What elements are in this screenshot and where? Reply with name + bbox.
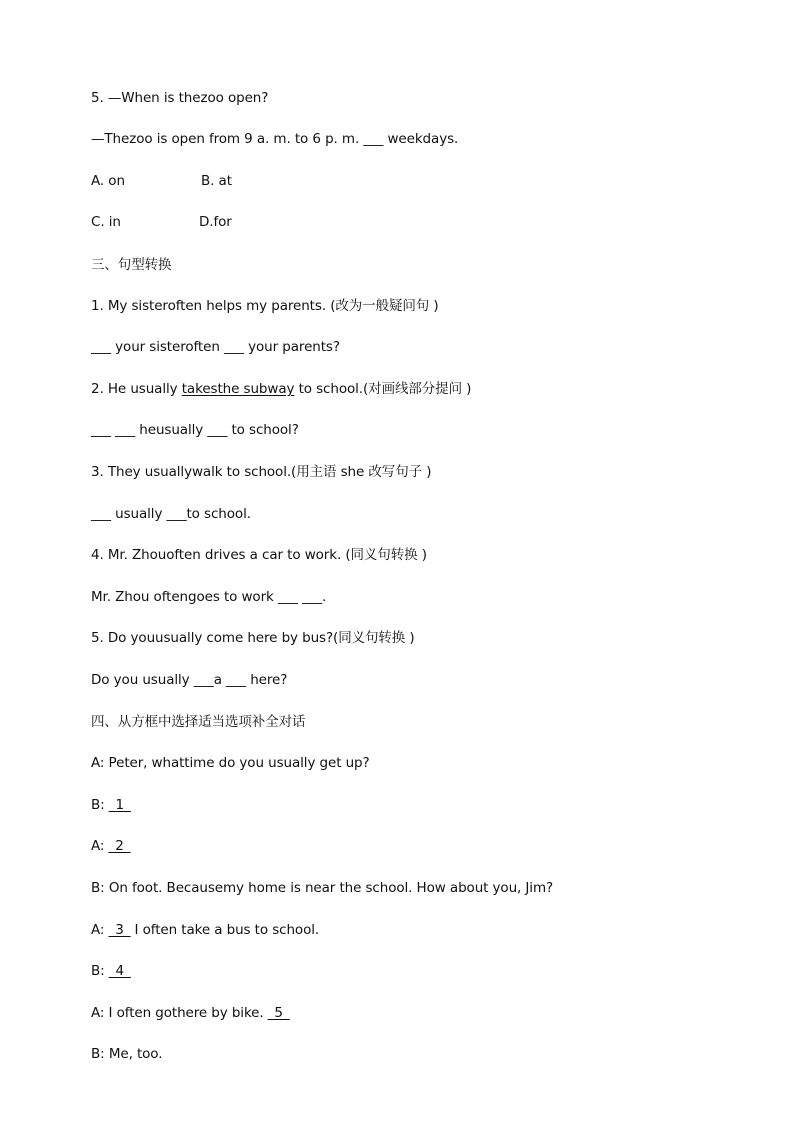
speaker-label: B: <box>91 1046 105 1062</box>
s3-item-5-answer: Do you usually ___a ___ here? <box>91 672 288 688</box>
option-d: D.for <box>199 214 232 230</box>
blank-4: _4_ <box>108 963 131 979</box>
blank-3: _3_ <box>108 922 131 938</box>
section-3-heading: 三、句型转换 <box>91 257 172 273</box>
s3-item-4-answer: Mr. Zhou oftengoes to work ___ ___. <box>91 589 327 605</box>
dialogue-line <box>91 962 131 980</box>
dialogue-line <box>91 1045 162 1063</box>
blank-1: _1_ <box>108 797 131 813</box>
dialogue-line <box>91 921 319 939</box>
speaker-label: A: <box>91 1005 105 1021</box>
dialogue-text: I often gothere by bike. <box>104 1005 268 1021</box>
option-b: B. at <box>201 173 232 189</box>
s3-item-2-prompt-before: 2. He usually <box>91 381 182 397</box>
option-a: A. on <box>91 173 125 189</box>
dialogue-line <box>91 796 131 814</box>
s3-item-4-prompt: 4. Mr. Zhouoften drives a car to work. (同义句转换 ) <box>91 547 427 563</box>
s3-item-2-prompt <box>91 380 471 398</box>
s3-item-2-prompt-after: to school.(对画线部分提问 ) <box>294 381 472 397</box>
speaker-label: B: <box>91 880 105 896</box>
option-c: C. in <box>91 214 121 230</box>
blank-5: _5_ <box>267 1005 290 1021</box>
dialogue-text: On foot. Becausemy home is near the school. How about you, Jim? <box>104 880 554 896</box>
section-4-heading: 四、从方框中选择适当选项补全对话 <box>91 714 306 730</box>
dialogue-line <box>91 754 370 772</box>
question-5-text: 5. —When is thezoo open? <box>91 90 269 106</box>
question-5-answer-line: —Thezoo is open from 9 a. m. to 6 p. m. ___ weekdays. <box>91 131 459 147</box>
dialogue-text: Peter, whattime do you usually get up? <box>104 755 370 771</box>
s3-item-1-prompt: 1. My sisteroften helps my parents. (改为一般疑问句 ) <box>91 298 439 314</box>
s3-item-3-answer: ___ usually ___to school. <box>91 506 251 522</box>
speaker-label: A: <box>91 755 105 771</box>
speaker-label: B: <box>91 963 105 979</box>
speaker-label: A: <box>91 922 105 938</box>
s3-item-2-underlined-phrase: takesthe subway <box>181 381 295 397</box>
dialogue-text: Me, too. <box>104 1046 163 1062</box>
s3-item-2-answer: ___ ___ heusually ___ to school? <box>91 422 299 438</box>
speaker-label: B: <box>91 797 105 813</box>
s3-item-3-prompt: 3. They usuallywalk to school.(用主语 she 改写句子 ) <box>91 464 432 480</box>
dialogue-line <box>91 879 553 897</box>
s3-item-5-prompt: 5. Do youusually come here by bus?(同义句转换 ) <box>91 630 415 646</box>
dialogue-text: I often take a bus to school. <box>130 922 320 938</box>
blank-2: _2_ <box>108 838 131 854</box>
s3-item-1-answer: ___ your sisteroften ___ your parents? <box>91 339 340 355</box>
dialogue-line <box>91 1004 290 1022</box>
speaker-label: A: <box>91 838 105 854</box>
dialogue-line <box>91 837 130 855</box>
